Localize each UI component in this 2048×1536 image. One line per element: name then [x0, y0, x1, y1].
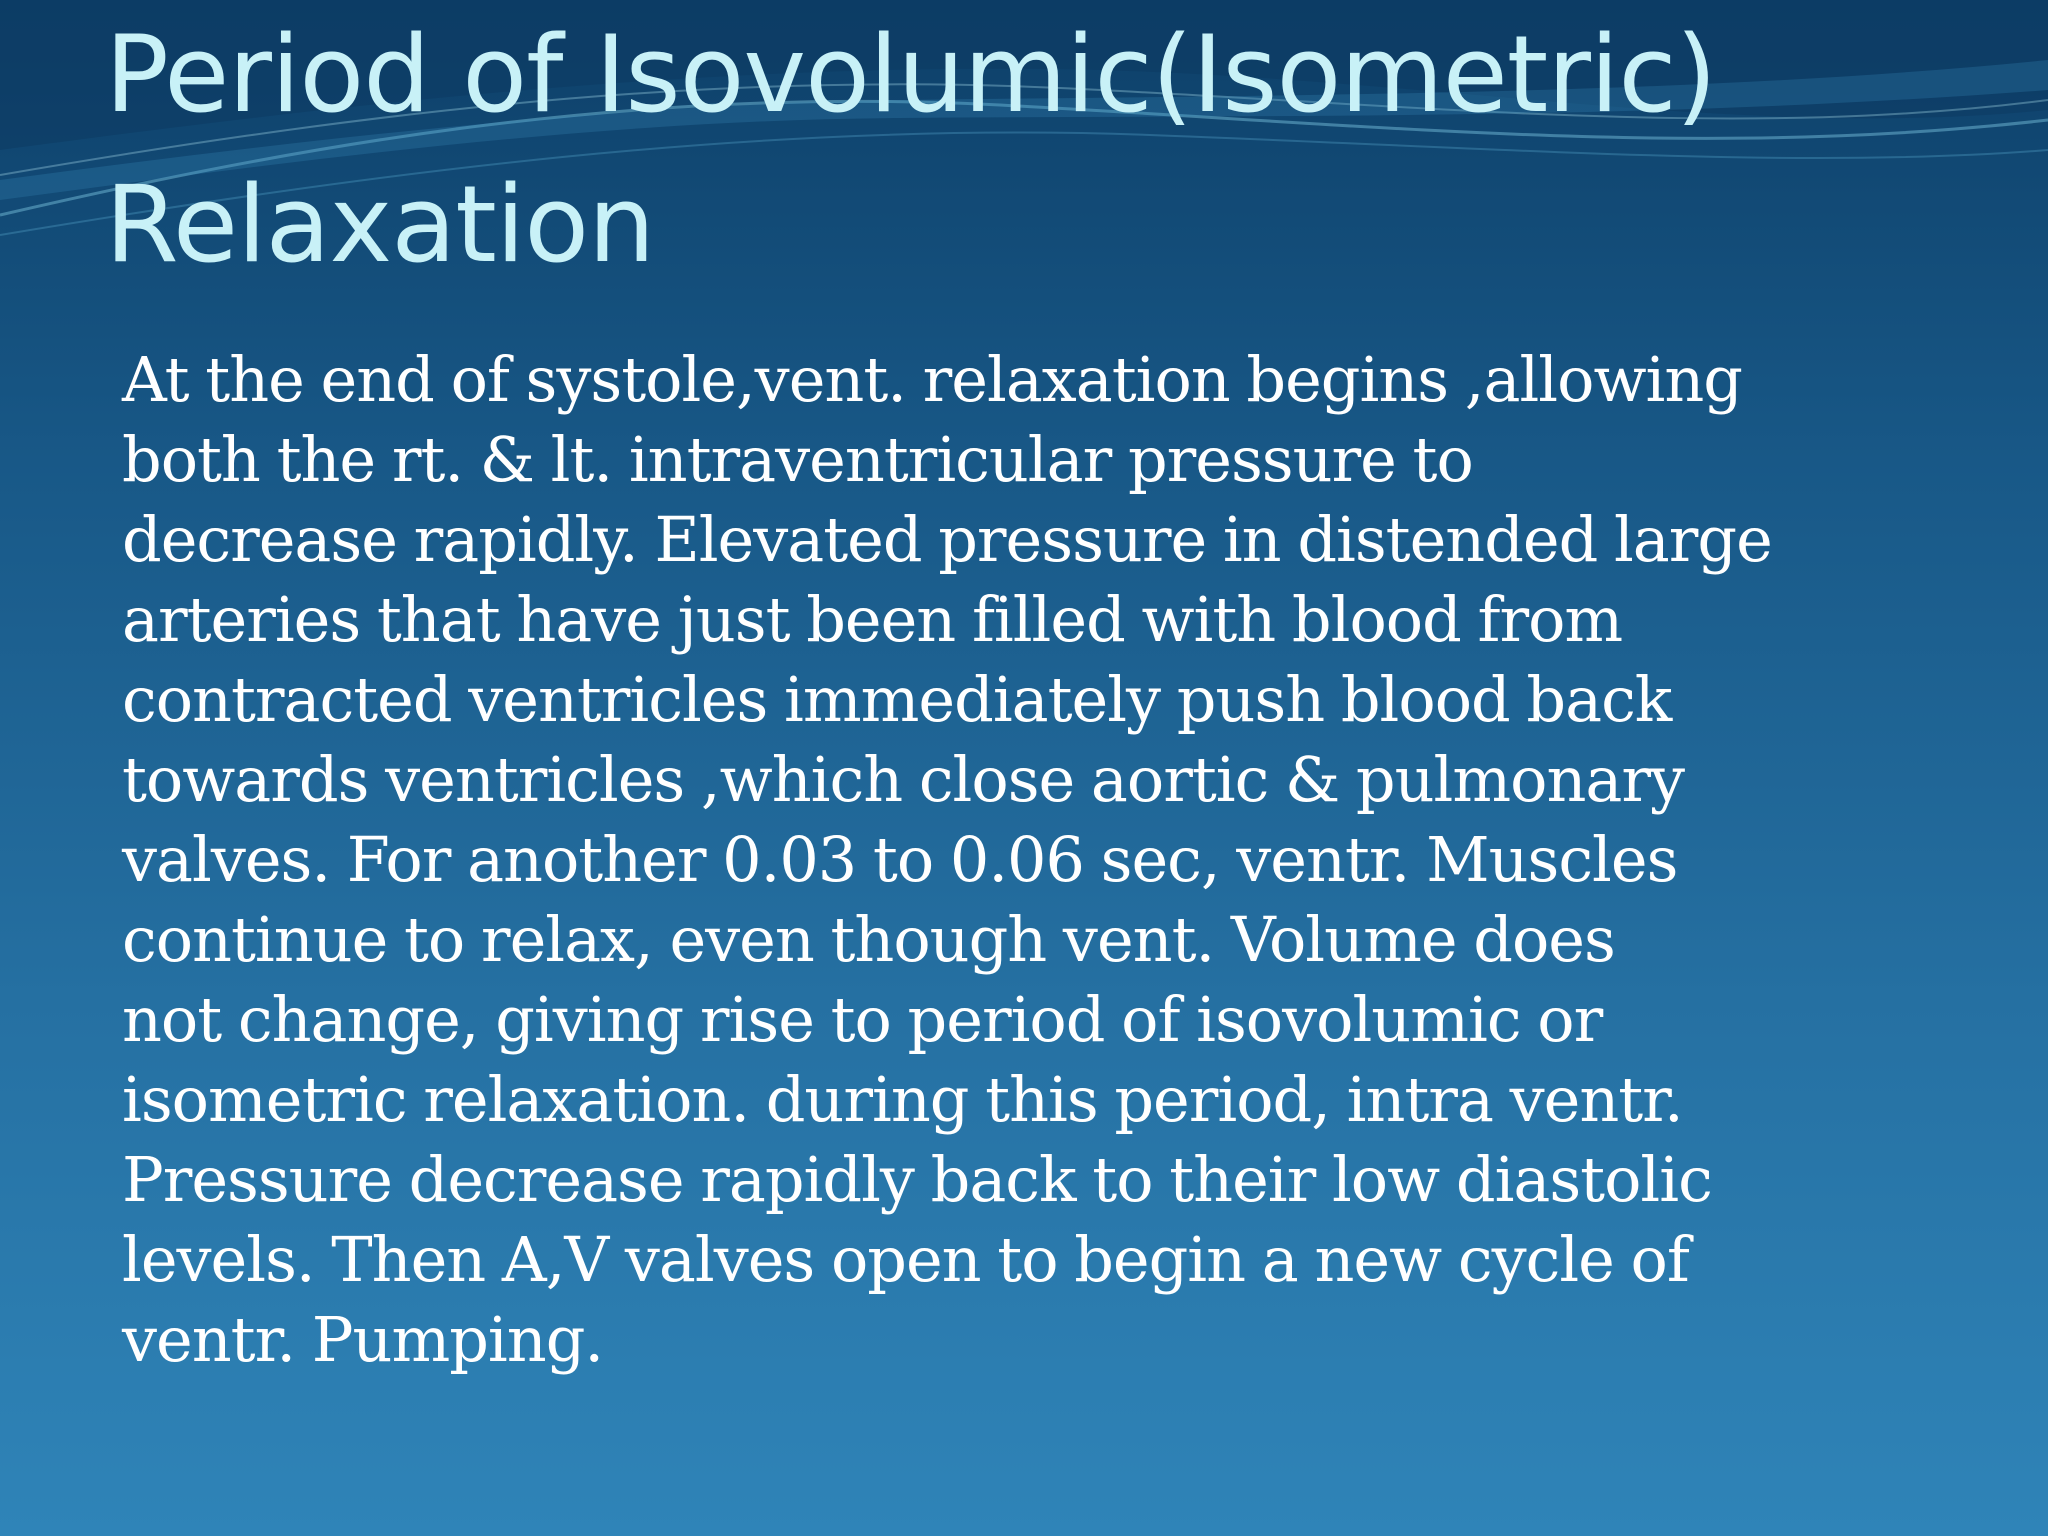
body-line: continue to relax, even though vent. Volume does [122, 903, 1615, 976]
body-line: ventr. Pumping. [122, 1303, 604, 1376]
body-line: decrease rapidly. Elevated pressure in distended large [122, 503, 1772, 576]
slide-title [105, 0, 2048, 300]
body-line: levels. Then A,V valves open to begin a new cycle of [122, 1223, 1689, 1296]
body-line: towards ventricles ,which close aortic & pulmonary [122, 743, 1685, 816]
title-line-2: Relaxation [105, 163, 655, 286]
body-line: both the rt. & lt. intraventricular pressure to [122, 423, 1473, 496]
body-line: Pressure decrease rapidly back to their low diastolic [122, 1143, 1712, 1216]
body-line: valves. For another 0.03 to 0.06 sec, ventr. Muscles [122, 823, 1678, 896]
body-line: arteries that have just been filled with blood from [122, 583, 1623, 656]
slide-body [122, 340, 2000, 1380]
body-line: not change, giving rise to period of isovolumic or [122, 983, 1603, 1056]
body-line: At the end of systole,vent. relaxation begins ,allowing [122, 343, 1742, 416]
body-line: isometric relaxation. during this period, intra ventr. [122, 1063, 1683, 1136]
title-line-1: Period of Isovolumic(Isometric) [105, 13, 1717, 136]
body-line: contracted ventricles immediately push blood back [122, 663, 1672, 736]
